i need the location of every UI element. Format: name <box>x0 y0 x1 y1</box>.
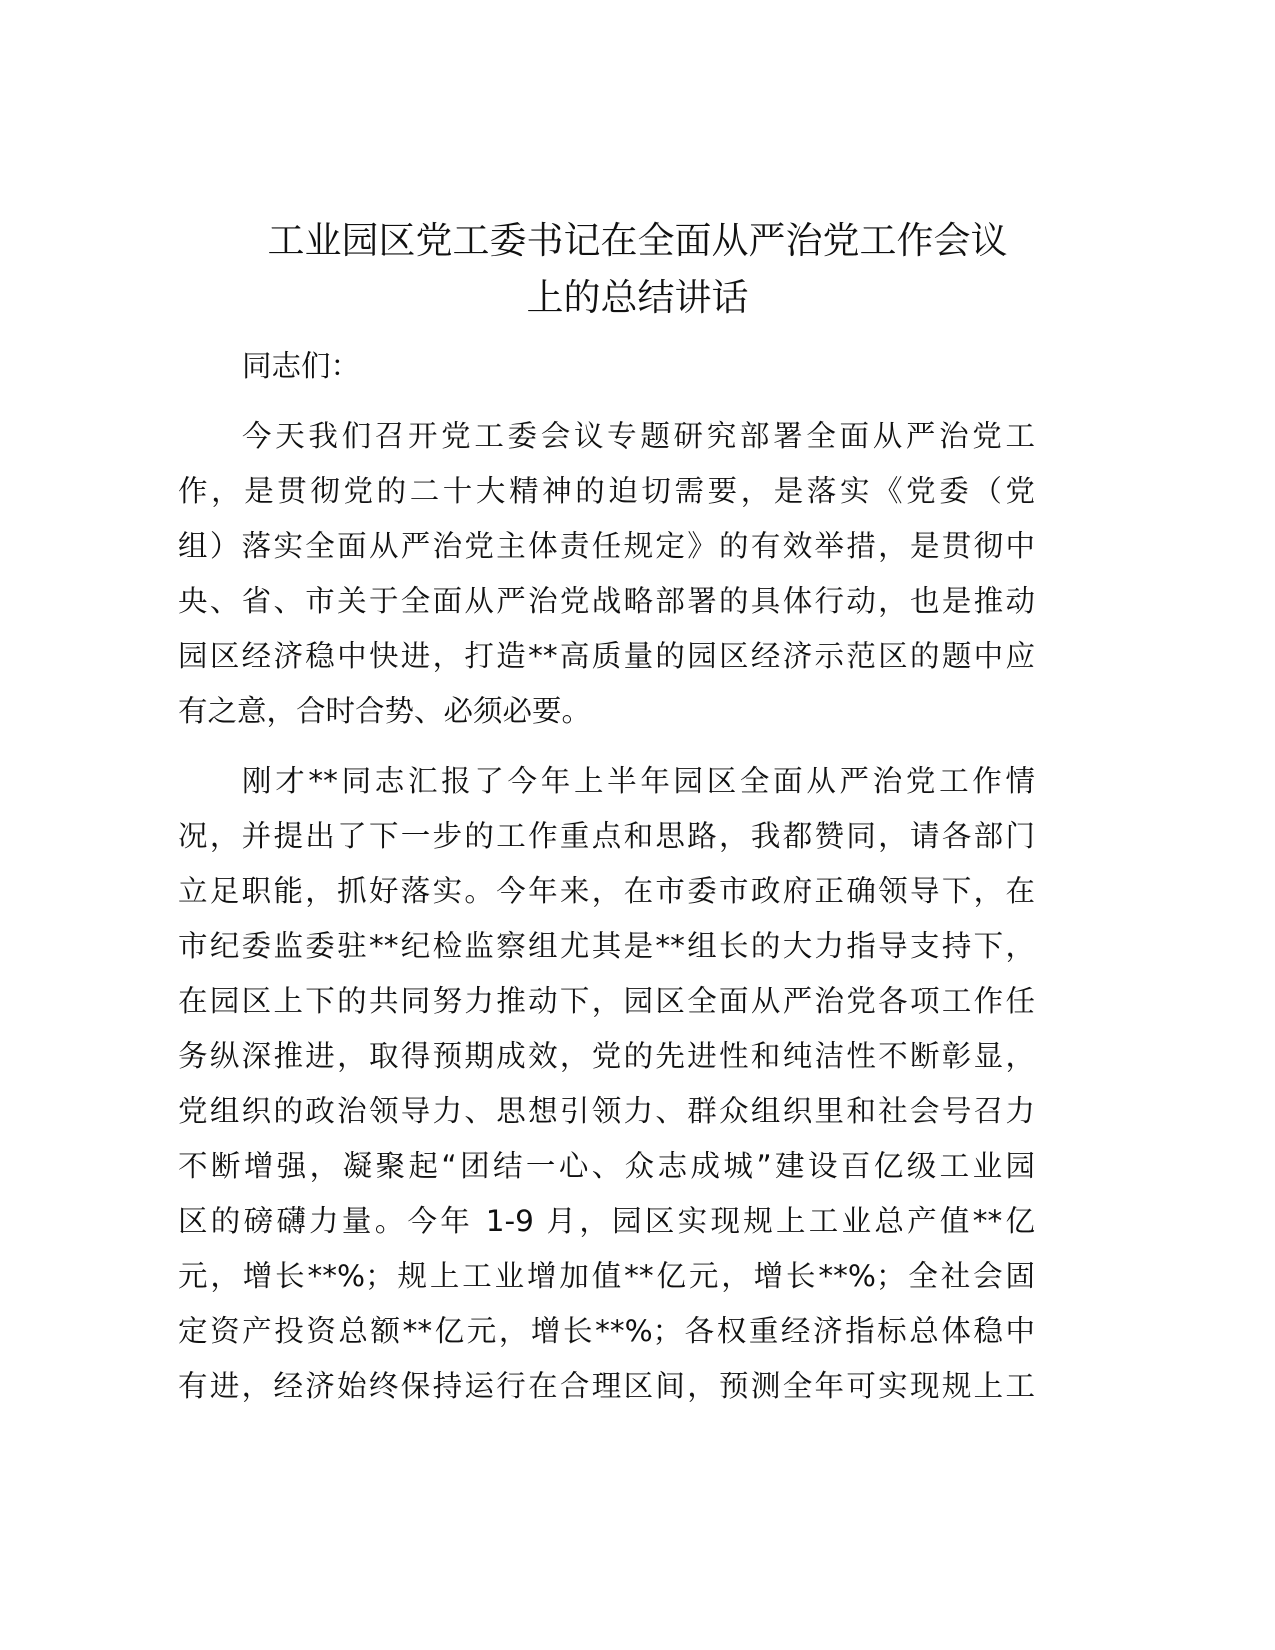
text-line: 定资产投资总额**亿元，增长**%；各权重经济指标总体稳中 <box>178 1314 1035 1348</box>
text-line: 市纪委监委驻**纪检监察组尤其是**组长的大力指导支持下， <box>178 929 1035 963</box>
text-line: 在园区上下的共同努力推动下，园区全面从严治党各项工作任 <box>178 984 1035 1018</box>
text-line: 况，并提出了下一步的工作重点和思路，我都赞同，请各部门 <box>178 819 1035 853</box>
document-body <box>178 342 1035 1432</box>
text-line: 元，增长**%；规上工业增加值**亿元，增长**%；全社会固 <box>178 1259 1035 1293</box>
salutation-paragraph <box>178 342 1035 397</box>
text-line: 今天我们召开党工委会议专题研究部署全面从严治党工 <box>242 419 1035 453</box>
body-paragraph <box>178 412 1035 742</box>
text-line: 不断增强，凝聚起“团结一心、众志成城”建设百亿级工业园 <box>178 1149 1035 1183</box>
title-line: 上的总结讲话 <box>526 276 749 319</box>
text-line: 务纵深推进，取得预期成效，党的先进性和纯洁性不断彰显， <box>178 1039 1035 1073</box>
document-title <box>150 212 1125 326</box>
text-line: 区的磅礴力量。今年 1-9 月，园区实现规上工业总产值**亿 <box>178 1204 1035 1238</box>
title-line: 工业园区党工委书记在全面从严治党工作会议 <box>267 219 1008 262</box>
text-line: 立足职能，抓好落实。今年来，在市委市政府正确领导下，在 <box>178 874 1035 908</box>
text-line: 组）落实全面从严治党主体责任规定》的有效举措，是贯彻中 <box>178 529 1035 563</box>
text-line: 有之意，合时合势、必须必要。 <box>178 694 592 728</box>
text-line: 央、省、市关于全面从严治党战略部署的具体行动，也是推动 <box>178 584 1035 618</box>
body-paragraph <box>178 757 1035 1417</box>
text-line: 刚才**同志汇报了今年上半年园区全面从严治党工作情 <box>242 764 1035 798</box>
text-line: 党组织的政治领导力、思想引领力、群众组织里和社会号召力 <box>178 1094 1035 1128</box>
text-line: 园区经济稳中快进，打造**高质量的园区经济示范区的题中应 <box>178 639 1035 673</box>
text-line: 有进，经济始终保持运行在合理区间，预测全年可实现规上工 <box>178 1369 1035 1403</box>
text-line: 作，是贯彻党的二十大精神的迫切需要，是落实《党委（党 <box>178 474 1035 508</box>
salutation: 同志们： <box>242 349 361 383</box>
